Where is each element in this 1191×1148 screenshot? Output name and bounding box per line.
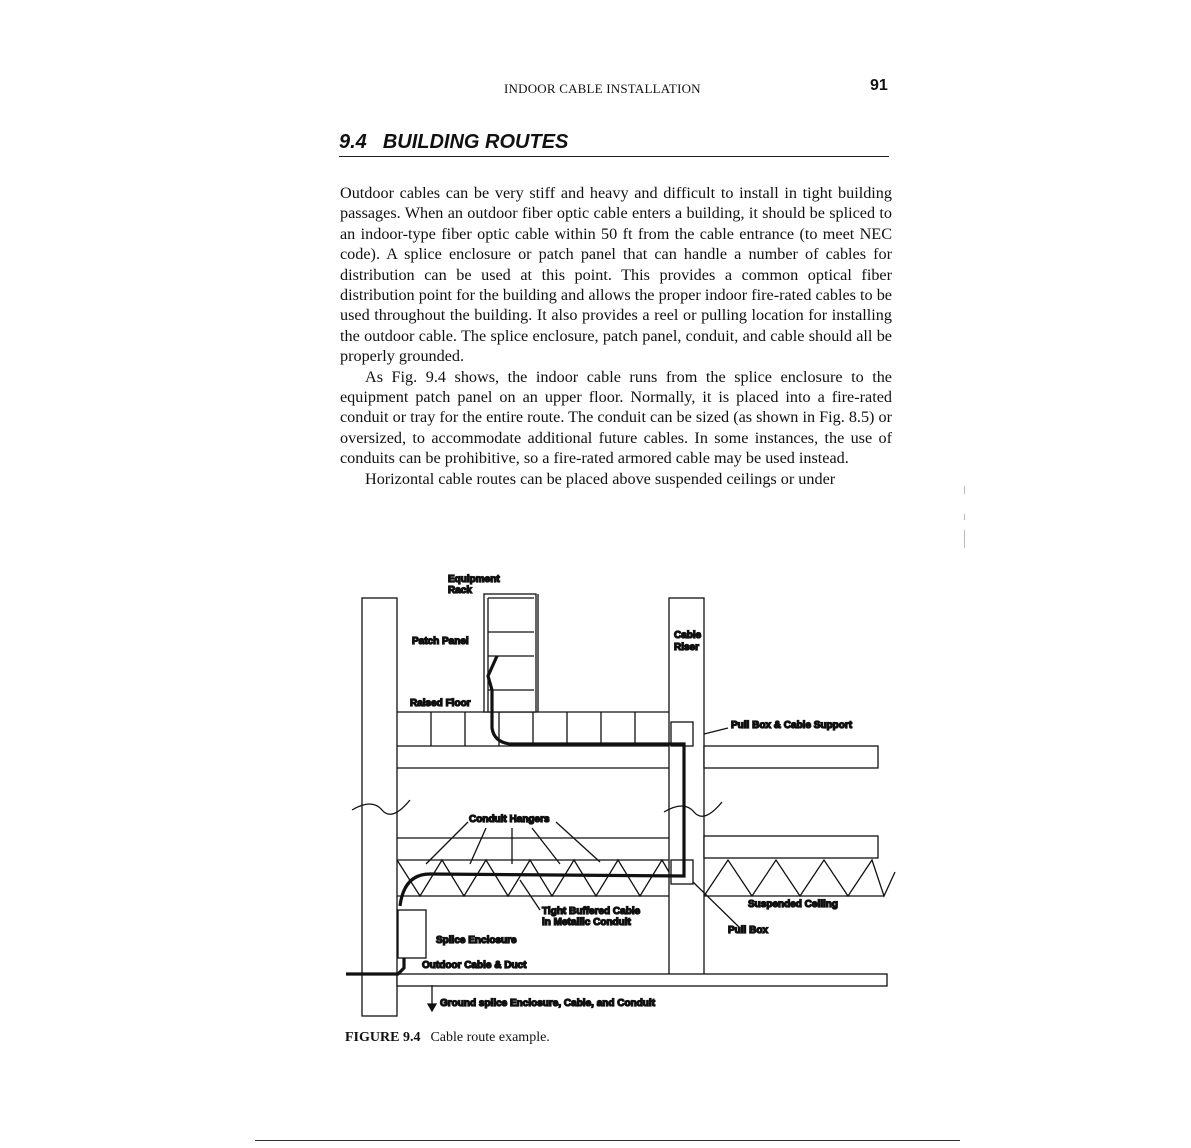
label-tight-buffered-2: in Metallic Conduit xyxy=(542,917,631,928)
suspended-ceiling-right xyxy=(704,860,895,896)
conduit-hangers xyxy=(426,822,600,864)
label-suspended-ceiling: Suspended Ceiling xyxy=(748,899,839,910)
splice-enclosure-box xyxy=(398,910,426,958)
upper-floor-slab-right xyxy=(704,746,878,768)
label-cable-riser-1: Cable xyxy=(674,630,702,641)
running-header: INDOOR CABLE INSTALLATION xyxy=(504,81,701,96)
cable-riser-column xyxy=(669,598,704,976)
tight-buffered-leader xyxy=(520,880,540,910)
paragraph-2: As Fig. 9.4 shows, the indoor cable runs from the splice enclosure to the equipment patch panel on an upper floor. Normally, it is placed into a fire-rated conduit or tray for the entire route. The conduit can be sized (as shown in Fig. 8.5) or oversized, to accommodate additional future cables. In some instances, the use of conduits can be prohibitive, so a fire-rated armored cable may be used instead. xyxy=(340,367,892,468)
bottom-rule xyxy=(255,1140,960,1141)
lower-pull-box xyxy=(671,860,693,884)
label-outdoor-cable: Outdoor Cable & Duct xyxy=(422,960,527,971)
paragraph-3: Horizontal cable routes can be placed above suspended ceilings or under xyxy=(365,469,836,488)
page-number: 91 xyxy=(870,77,888,94)
ground-floor-slab xyxy=(397,974,887,986)
label-raised-floor: Raised Floor xyxy=(410,698,471,709)
caption-label: FIGURE 9.4 xyxy=(345,1030,421,1045)
label-tight-buffered-1: Tight Buffered Cable xyxy=(542,906,641,917)
label-conduit-hangers: Conduit Hangers xyxy=(469,814,550,825)
label-pull-box-support: Pull Box & Cable Support xyxy=(731,720,853,731)
label-ground: Ground splice Enclosure, Cable, and Conduit xyxy=(440,998,656,1009)
section-title: BUILDING ROUTES xyxy=(382,131,569,153)
suspended-ceiling-left xyxy=(397,860,669,896)
label-pull-box: Pull Box xyxy=(728,925,769,936)
figure-caption xyxy=(345,1030,550,1046)
label-patch-panel: Patch Panel xyxy=(412,636,469,647)
section-number: 9.4 xyxy=(339,131,367,153)
pull-box-support-leader xyxy=(704,728,728,734)
label-cable-riser-2: Riser xyxy=(674,642,700,653)
ground-arrow xyxy=(428,1004,436,1011)
caption-text: Cable route example. xyxy=(430,1030,550,1045)
label-equipment-rack-2: Rack xyxy=(448,585,472,596)
paragraph-1: Outdoor cables can be very stiff and heavy and difficult to install in tight building passages. When an outdoor fiber optic cable enters a building, it should be spliced to an indoor-type fiber optic cable within 50 ft from the cable entrance (to meet NEC code). A splice enclosure or patch panel that can handle a number of cables for distribution can be used at this point. This provides a common optical fiber distribution point for the building and allows the proper indoor fire-rated cables to be used throughout the building. It also provides a reel or pulling location for installing the outdoor cable. The splice enclosure, patch panel, conduit, and cable should all be properly grounded. xyxy=(340,184,892,366)
label-equipment-rack-1: Equipment xyxy=(448,574,500,585)
label-splice-enclosure: Splice Enclosure xyxy=(436,935,517,946)
lower-slab-right xyxy=(704,836,878,858)
raised-floor-tiles xyxy=(397,712,669,746)
